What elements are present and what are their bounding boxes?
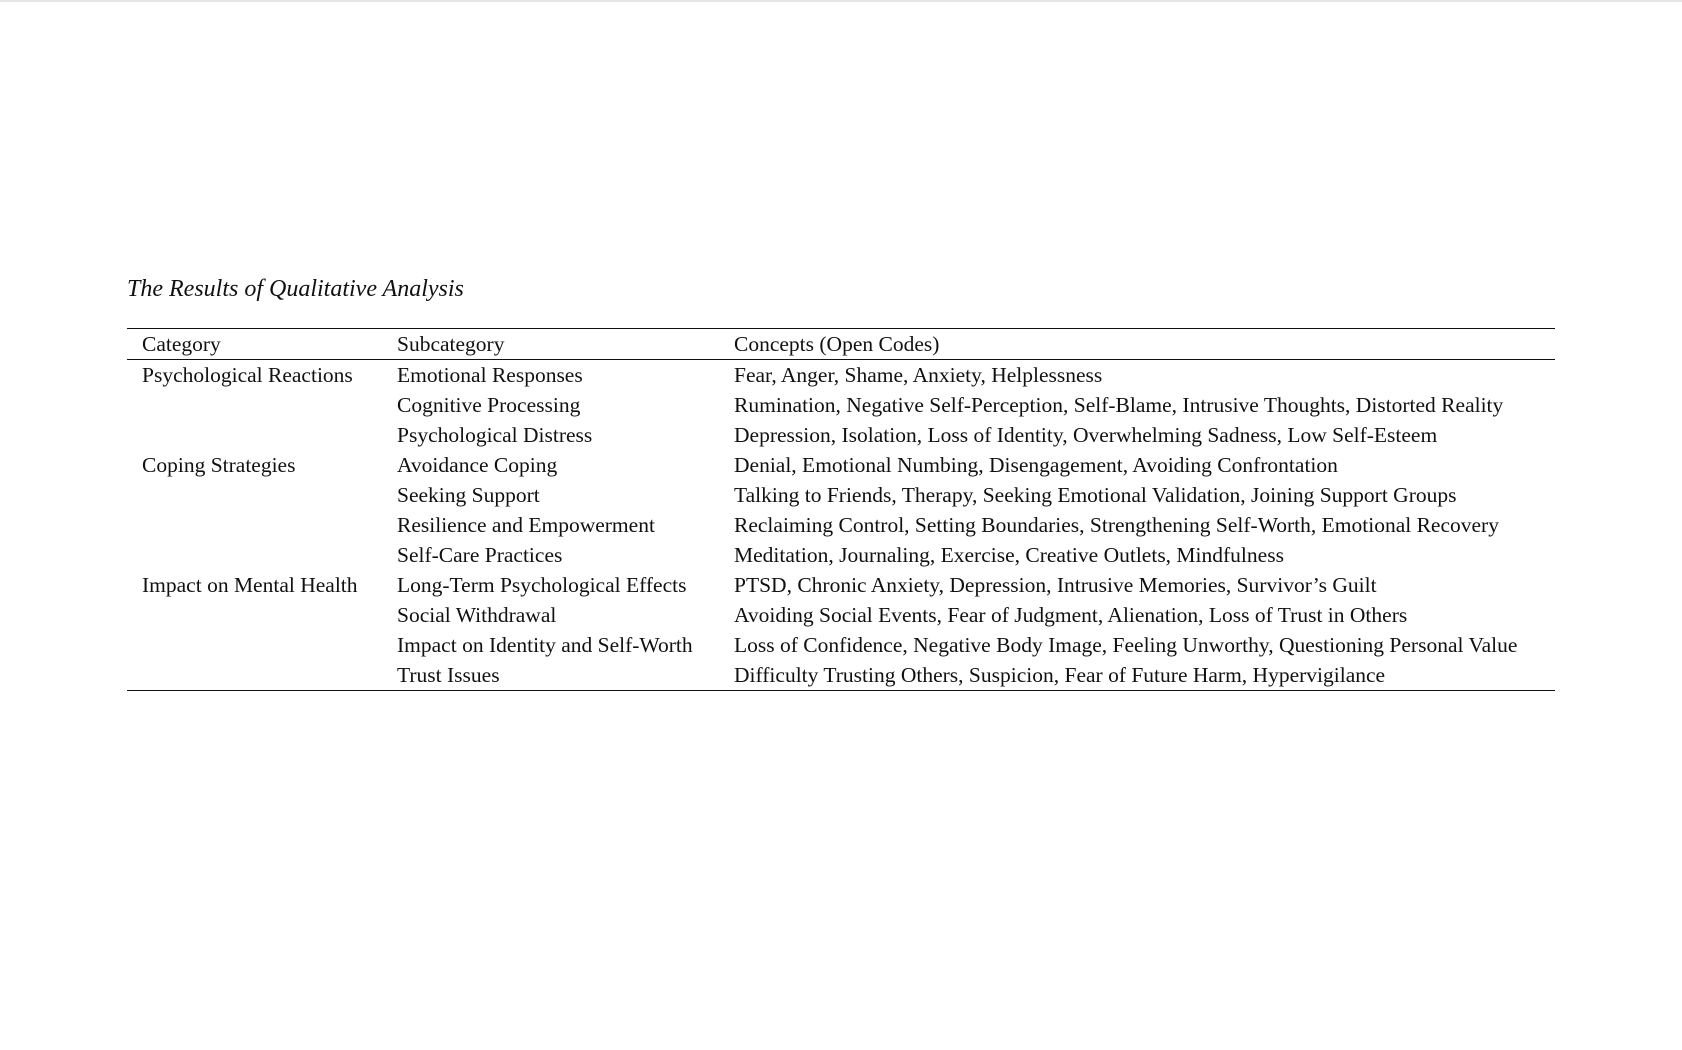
table-row (127, 630, 1555, 660)
document-body (127, 272, 1555, 691)
cell-subcategory: Avoidance Coping (397, 453, 558, 477)
header-category: Category (127, 329, 382, 360)
cell-concepts: Denial, Emotional Numbing, Disengagement, Avoiding Confrontation (734, 453, 1338, 477)
cell-category: Impact on Mental Health (142, 573, 358, 597)
cell-concepts: Difficulty Trusting Others, Suspicion, Fear of Future Harm, Hypervigilance (719, 660, 1555, 691)
table-caption: The Results of Qualitative Analysis (127, 276, 464, 302)
cell-category (127, 420, 382, 450)
page-top-border (0, 0, 1682, 2)
cell-concepts: Depression, Isolation, Loss of Identity, Overwhelming Sadness, Low Self-Esteem (734, 423, 1438, 447)
header-row (127, 329, 1555, 360)
cell-concepts: Meditation, Journaling, Exercise, Creative Outlets, Mindfulness (734, 543, 1284, 567)
table-row (127, 510, 1555, 540)
cell-subcategory: Seeking Support (397, 483, 540, 507)
cell-category (127, 390, 382, 420)
table-row (127, 540, 1555, 570)
table-row (127, 480, 1555, 510)
cell-concepts: Fear, Anger, Shame, Anxiety, Helplessness (734, 363, 1103, 387)
table-row (127, 420, 1555, 450)
cell-category (127, 540, 382, 570)
header-subcategory: Subcategory (382, 329, 719, 360)
cell-category (127, 600, 382, 630)
cell-concepts: Reclaiming Control, Setting Boundaries, Strengthening Self-Worth, Emotional Recovery (734, 513, 1499, 537)
cell-subcategory: Self-Care Practices (397, 543, 563, 567)
table-row (127, 600, 1555, 630)
cell-subcategory: Impact on Identity and Self-Worth (397, 633, 693, 657)
cell-category (127, 480, 382, 510)
cell-subcategory: Resilience and Empowerment (397, 513, 655, 537)
cell-category (127, 510, 382, 540)
cell-subcategory: Psychological Distress (397, 423, 593, 447)
table-row (127, 660, 1555, 691)
header-concepts: Concepts (Open Codes) (719, 329, 1555, 360)
table-row (127, 360, 1555, 391)
results-table (127, 328, 1555, 691)
table-header (127, 329, 1555, 360)
cell-concepts: Rumination, Negative Self-Perception, Self-Blame, Intrusive Thoughts, Distorted Reality (734, 393, 1504, 417)
table-row (127, 450, 1555, 480)
cell-subcategory: Social Withdrawal (397, 603, 557, 627)
table-body (127, 360, 1555, 691)
table-row (127, 570, 1555, 600)
cell-category (127, 630, 382, 660)
cell-concepts: Talking to Friends, Therapy, Seeking Emotional Validation, Joining Support Groups (734, 483, 1457, 507)
cell-subcategory: Long-Term Psychological Effects (397, 573, 687, 597)
cell-category: Psychological Reactions (142, 363, 353, 387)
cell-category: Coping Strategies (142, 453, 296, 477)
table-row (127, 390, 1555, 420)
cell-category (127, 660, 382, 691)
cell-subcategory: Emotional Responses (397, 363, 583, 387)
cell-concepts: Avoiding Social Events, Fear of Judgment, Alienation, Loss of Trust in Others (734, 603, 1408, 627)
cell-concepts: Loss of Confidence, Negative Body Image, Feeling Unworthy, Questioning Personal Value (734, 633, 1518, 657)
cell-subcategory: Trust Issues (382, 660, 719, 691)
cell-subcategory: Cognitive Processing (397, 393, 581, 417)
cell-concepts: PTSD, Chronic Anxiety, Depression, Intrusive Memories, Survivor’s Guilt (734, 573, 1377, 597)
